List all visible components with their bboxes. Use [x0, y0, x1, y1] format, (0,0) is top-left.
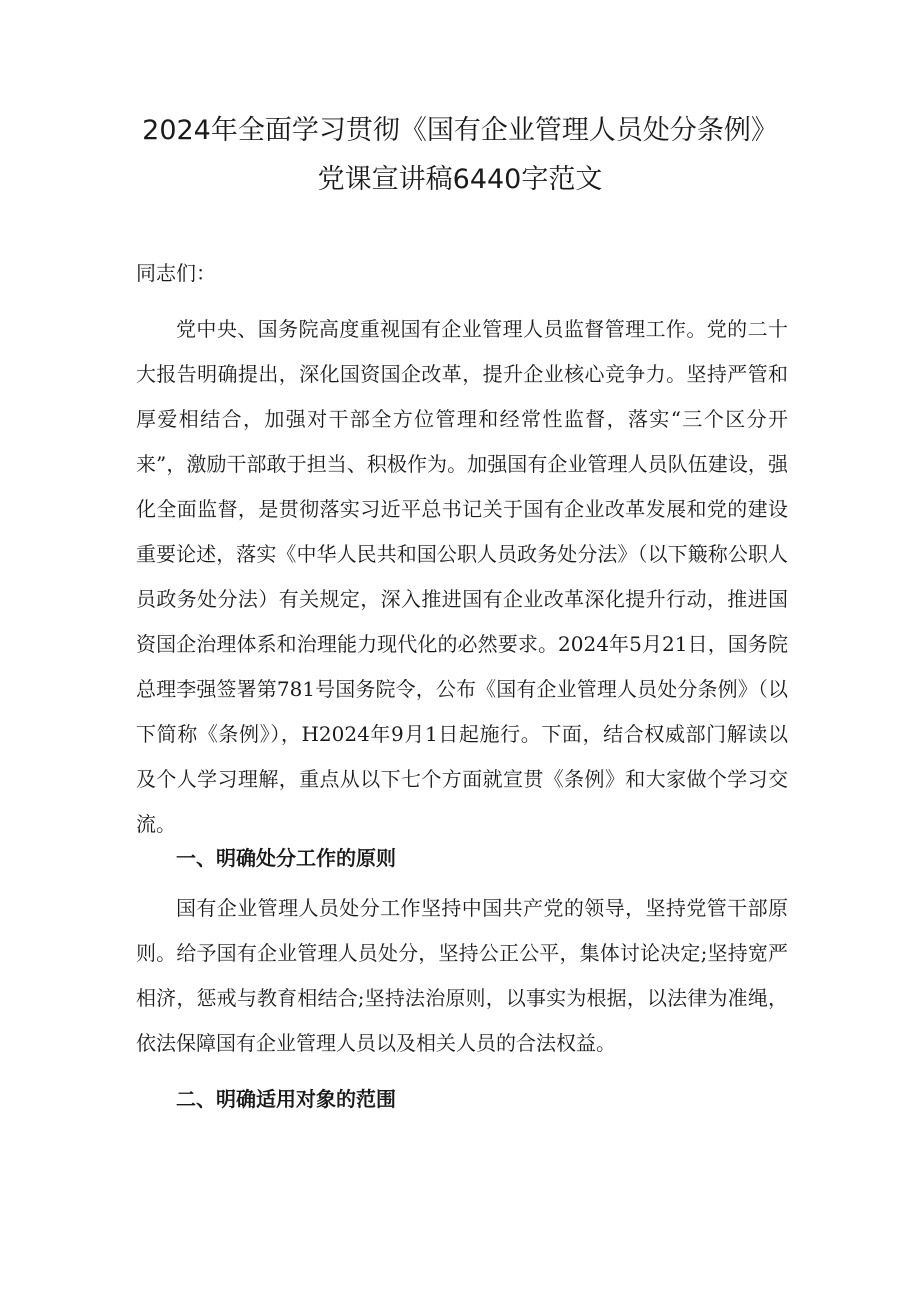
section-heading-2: 二、明确适用对象的范围	[176, 1087, 396, 1111]
document-title-line-2: 党课宣讲稿6440字范文	[317, 164, 603, 195]
paragraph-principles: 国有企业管理人员处分工作坚持中国共产党的领导，坚持党管干部原则。给予国有企业管理人员处分，坚持公正公平，集体讨论决定;坚持宽严相济，惩戒与教育相结合;坚持法治原则，以事实为根据，以法律为准绳，依法保障国有企业管理人员以及相关人员的合法权益。	[136, 896, 788, 1055]
document-title-line-1: 2024年全面学习贯彻《国有企业管理人员处分条例》	[142, 115, 778, 146]
salutation: 同志们：	[136, 261, 216, 285]
section-heading-1: 一、明确处分工作的原则	[176, 846, 396, 870]
paragraph-intro: 党中央、国务院高度重视国有企业管理人员监督管理工作。党的二十大报告明确提出，深化国资国企改革，提升企业核心竞争力。坚持严管和厚爱相结合，加强对干部全方位管理和经常性监督，落实“三个区分开来”，激励干部敢于担当、积极作为。加强国有企业管理人员队伍建设，强化全面监督，是贯彻落实习近平总书记关于国有企业改革发展和党的建设重要论述，落实《中华人民共和国公职人员政务处分法》（以下簸称公职人员政务处分法）有关规定，深入推进国有企业改革深化提升行动，推进国资国企治理体系和治理能力现代化的必然要求。2024年5月21日，国务院总理李强签署第781号国务院令，公布《国有企业管理人员处分条例》（以下简称《条例》），H2024年9月1日起施行。下面，结合权威部门解读以及个人学习理解，重点从以下七个方面就宣贯《条例》和大家做个学习交流。	[136, 317, 788, 836]
